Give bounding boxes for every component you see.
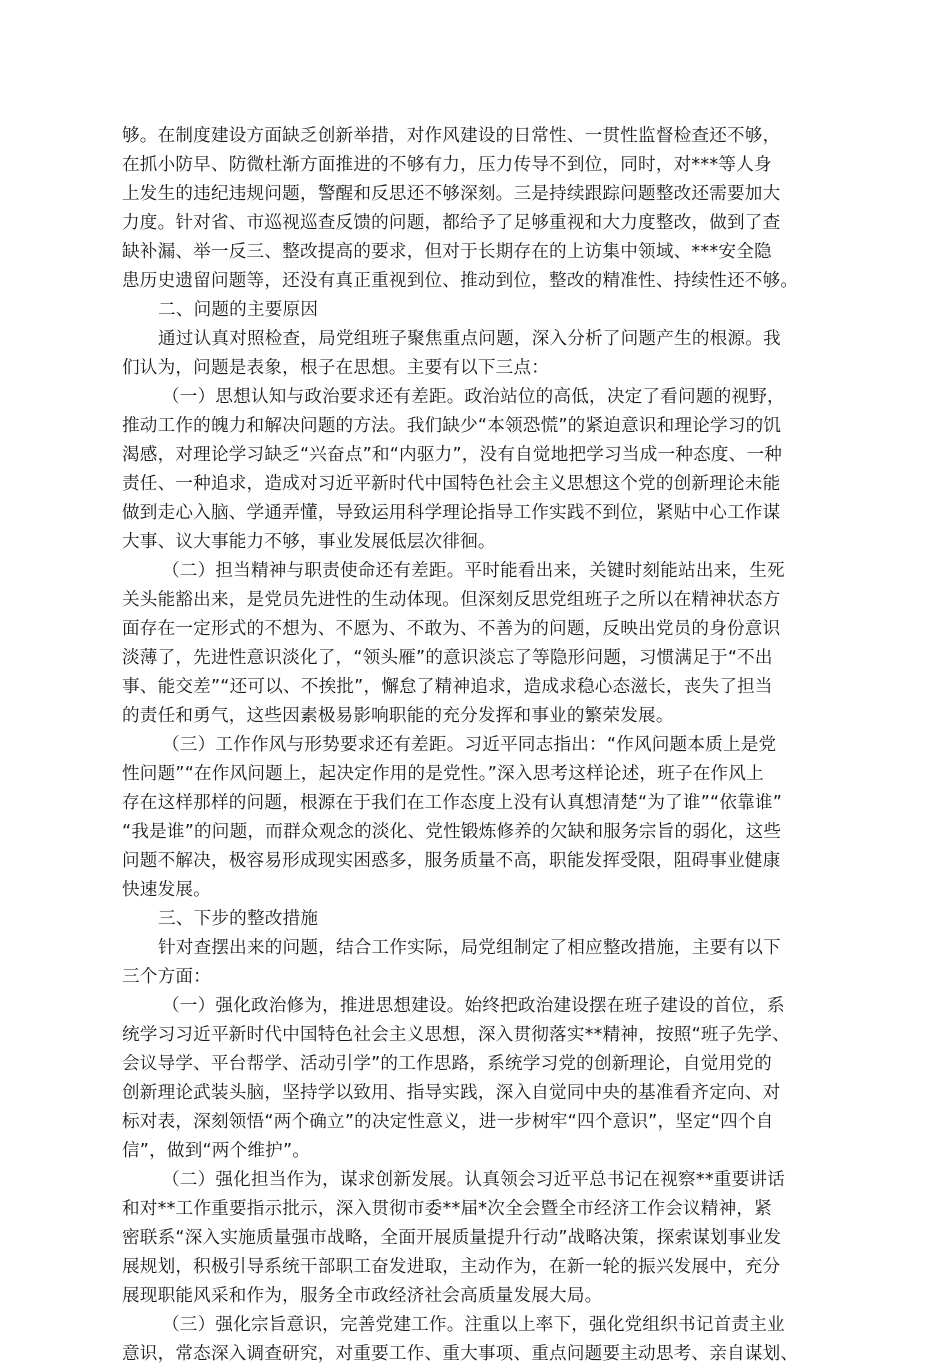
text-line: 展现职能风采和作为，服务全市政经济社会高质量发展大局。 [122,1286,603,1306]
text-line: 意识，常态深入调查研究，对重要工作、重大事项、重点问题要主动思考、亲自谋划、 [122,1344,799,1364]
text-line: 淡薄了，先进性意识淡化了，“领头雁”的意识淡忘了等隐形问题，习惯满足于“不出 [122,648,773,668]
text-line: 患历史遗留问题等，还没有真正重视到位、推动到位，整改的精准性、持续性还不够。 [122,271,799,291]
text-line: 问题不解决，极容易形成现实困惑多，服务质量不高，职能发挥受限，阻碍事业健康 [122,851,781,871]
text-line: 的责任和勇气，这些因素极易影响职能的充分发挥和事业的繁荣发展。 [122,706,674,726]
text-line: 针对查摆出来的问题，结合工作实际，局党组制定了相应整改措施，主要有以下 [158,938,781,958]
text-line: 推动工作的魄力和解决问题的方法。我们缺少“本领恐慌”的紧迫意识和理论学习的饥 [122,416,782,436]
text-line: （三）工作作风与形势要求还有差距。习近平同志指出：“作风问题本质上是党 [162,735,777,755]
text-line: （一）思想认知与政治要求还有差距。政治站位的高低，决定了看问题的视野， [162,387,785,407]
text-line: 会议导学、平台帮学、活动引学”的工作思路，系统学习党的创新理论，自觉用党的 [122,1054,772,1074]
text-line: 大事、议大事能力不够，事业发展低层次徘徊。 [122,532,496,552]
text-line: 们认为，问题是表象，根子在思想。主要有以下三点： [122,358,550,378]
text-line: 事、能交差”“还可以、不挨批”，懈怠了精神追求，造成求稳心态滋长，丧失了担当 [122,677,773,697]
text-line: 性问题”“在作风问题上，起决定作用的是党性。”深入思考这样论述，班子在作风上 [122,764,764,784]
text-line: “我是谁”的问题，而群众观念的淡化、党性锻炼修养的欠缺和服务宗旨的弱化，这些 [122,822,782,842]
text-line: 通过认真对照检查，局党组班子聚焦重点问题，深入分析了问题产生的根源。我 [158,329,781,349]
text-line: 标对表，深刻领悟“两个确立”的决定性意义，进一步树牢“四个意识”，坚定“四个自 [122,1112,774,1132]
text-line: 渴感，对理论学习缺乏“兴奋点”和“内驱力”，没有自觉地把学习当成一种态度、一种 [122,445,783,465]
text-line: 三、下步的整改措施 [158,909,319,929]
text-line: 在抓小防早、防微杜渐方面推进的不够有力，压力传导不到位，同时，对***等人身 [122,155,772,175]
text-line: 展规划，积极引导系统干部职工奋发进取，主动作为，在新一轮的振兴发展中，充分 [122,1257,781,1277]
text-line: 快速发展。 [122,880,211,900]
text-line: 关头能豁出来，是党员先进性的生动体现。但深刻反思党组班子之所以在精神状态方 [122,590,781,610]
text-line: 缺补漏、举一反三、整改提高的要求，但对于长期存在的上访集中领域、***安全隐 [122,242,772,262]
text-line: 面存在一定形式的不想为、不愿为、不敢为、不善为的问题，反映出党员的身份意识 [122,619,781,639]
text-line: 责任、一种追求，造成对习近平新时代中国特色社会主义思想这个党的创新理论未能 [122,474,781,494]
text-line: 和对**工作重要指示批示，深入贯彻市委**届*次全会暨全市经济工作会议精神，紧 [122,1199,772,1219]
text-line: 存在这样那样的问题，根源在于我们在工作态度上没有认真想清楚“为了谁”“依靠谁” [122,793,783,813]
document-body [122,122,852,1369]
text-line: 创新理论武装头脑，坚持学以致用、指导实践，深入自觉同中央的基准看齐定向、对 [122,1083,781,1103]
text-line: 做到走心入脑、学通弄懂，导致运用科学理论指导工作实践不到位，紧贴中心工作谋 [122,503,781,523]
text-line: 上发生的违纪违规问题，警醒和反思还不够深刻。三是持续跟踪问题整改还需要加大 [122,184,781,204]
text-line: （二）担当精神与职责使命还有差距。平时能看出来，关键时刻能站出来，生死 [162,561,785,581]
text-line: 统学习习近平新时代中国特色社会主义思想，深入贯彻落实**精神，按照“班子先学、 [122,1025,790,1045]
text-line: 二、问题的主要原因 [158,300,319,320]
text-line: （二）强化担当作为，谋求创新发展。认真领会习近平总书记在视察**重要讲话 [162,1170,785,1190]
text-line: 信”，做到“两个维护”。 [122,1141,311,1161]
text-line: （三）强化宗旨意识，完善党建工作。注重以上率下，强化党组织书记首责主业 [162,1315,785,1335]
text-line: 够。在制度建设方面缺乏创新举措，对作风建设的日常性、一贯性监督检查还不够， [122,126,781,146]
text-line: 三个方面： [122,967,211,987]
text-line: 力度。针对省、市巡视巡查反馈的问题，都给予了足够重视和大力度整改，做到了查 [122,213,781,233]
document-page [122,122,852,1369]
text-line: 密联系“深入实施质量强市战略，全面开展质量提升行动”战略决策，探索谋划事业发 [122,1228,782,1248]
text-line: （一）强化政治修为，推进思想建设。始终把政治建设摆在班子建设的首位，系 [162,996,785,1016]
